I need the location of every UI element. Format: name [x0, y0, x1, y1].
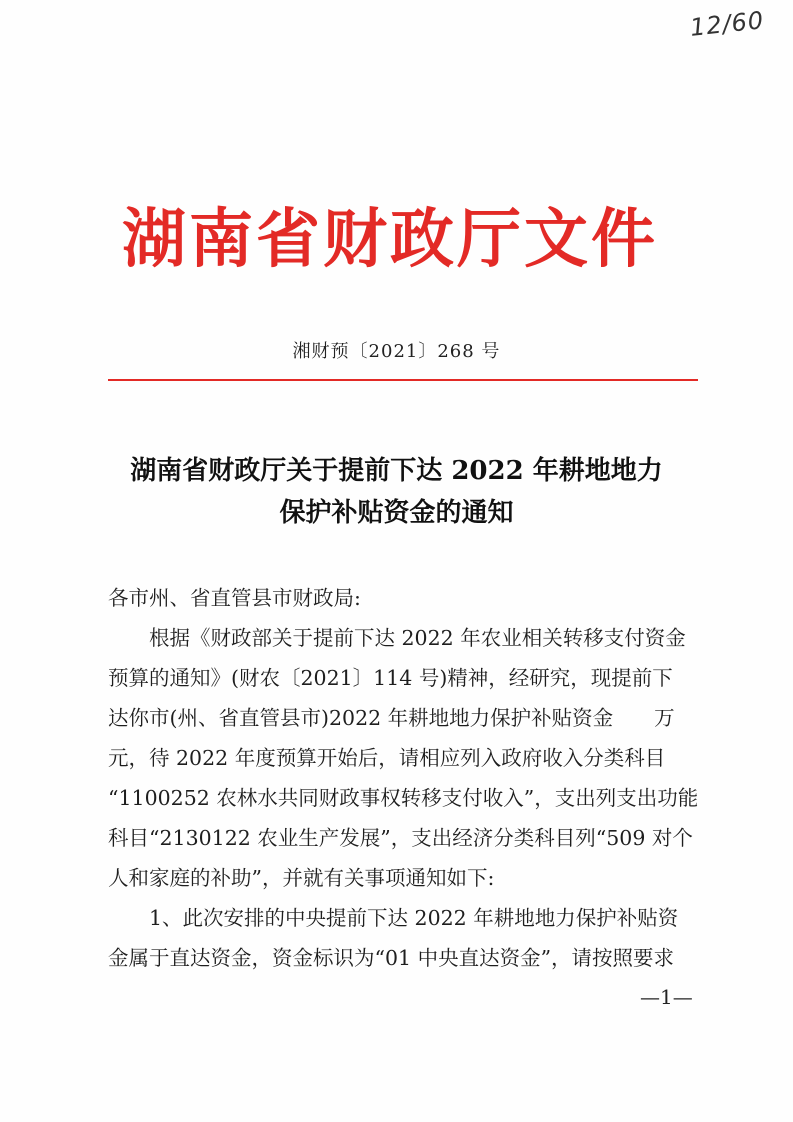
page-number: —1— — [640, 985, 693, 1009]
body-line: 达你市(州、省直管县市)2022 年耕地地力保护补贴资金 万 — [108, 706, 675, 730]
body-line: 预算的通知》(财农〔2021〕114 号)精神，经研究，现提前下 — [108, 666, 673, 690]
body-line: 人和家庭的补助”，并就有关事项通知如下: — [108, 866, 495, 890]
document-masthead: 湖南省财政厅文件 — [122, 203, 658, 277]
document-title — [0, 450, 793, 534]
title-line: 湖南省财政厅关于提前下达 2022 年耕地地力 — [130, 456, 663, 486]
item-line: 金属于直达资金，资金标识为“01 中央直达资金”，请按照要求 — [108, 946, 675, 970]
document-body — [108, 578, 698, 978]
body-line: “1100252 农林水共同财政事权转移支付收入”，支出列支出功能 — [108, 786, 699, 810]
body-line: 元，待 2022 年度预算开始后，请相应列入政府收入分类科目 — [108, 746, 666, 770]
body-line: 根据《财政部关于提前下达 2022 年农业相关转移支付资金 — [149, 626, 686, 650]
body-line: 科目“2130122 农业生产发展”，支出经济分类科目列“509 对个 — [108, 826, 693, 850]
salutation: 各市州、省直管县市财政局: — [108, 586, 361, 610]
item-line: 1、此次安排的中央提前下达 2022 年耕地地力保护补贴资 — [149, 906, 679, 930]
title-line: 保护补贴资金的通知 — [279, 498, 514, 528]
document-number: 湘财预〔2021〕268 号 — [292, 341, 501, 362]
red-divider-line — [108, 379, 698, 381]
handwritten-page-note: 12/60 — [688, 6, 766, 42]
